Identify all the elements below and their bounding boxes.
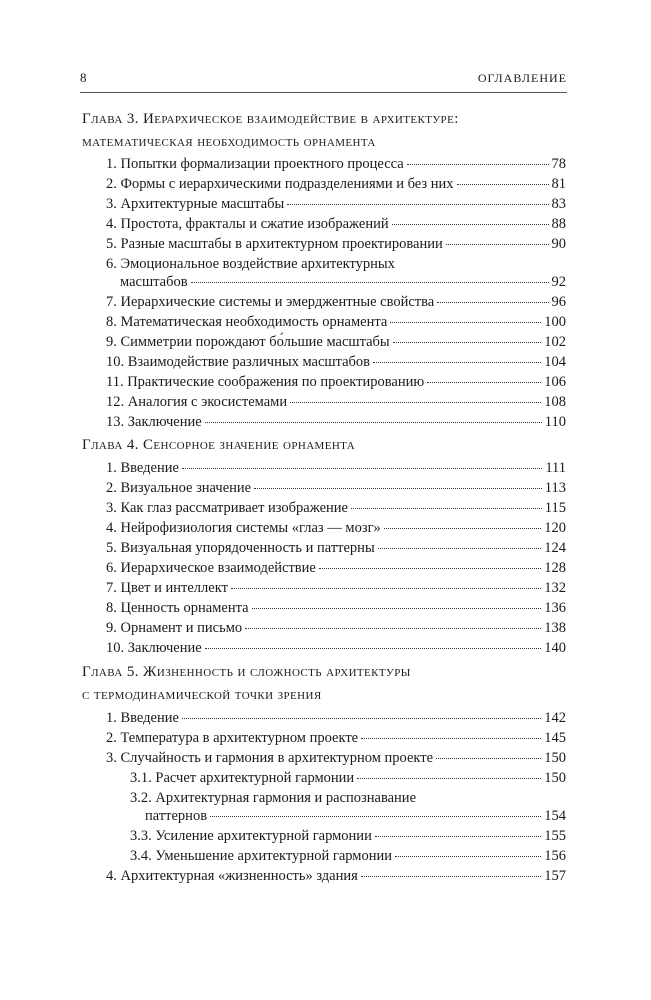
leader-dots xyxy=(191,282,549,283)
chapter-5-subtitle xyxy=(82,687,566,704)
leader-dots xyxy=(210,816,541,817)
toc-entry[interactable] xyxy=(106,730,566,747)
leader-dots xyxy=(437,302,548,303)
toc-entry-page: 128 xyxy=(544,560,566,576)
toc-entry[interactable] xyxy=(106,600,566,617)
toc-entry-page: 140 xyxy=(544,640,566,656)
toc-entry[interactable] xyxy=(106,750,566,767)
leader-dots xyxy=(182,468,542,469)
toc-subentry[interactable] xyxy=(130,828,566,845)
toc-entry-text: 1. Введение xyxy=(106,460,179,476)
toc-entry[interactable] xyxy=(106,216,566,233)
leader-dots xyxy=(393,342,542,343)
toc-entry-text: 8. Ценность орнамента xyxy=(106,600,249,616)
toc-entry-page: 156 xyxy=(544,848,566,864)
toc-entry-page: 108 xyxy=(544,394,566,410)
leader-dots xyxy=(407,164,549,165)
toc-entry-page: 124 xyxy=(544,540,566,556)
leader-dots xyxy=(205,422,542,423)
toc-entry-text: 2. Формы с иерархическими подразделениями и без них xyxy=(106,176,454,192)
toc-entry[interactable] xyxy=(106,354,566,371)
toc-entry[interactable] xyxy=(106,156,566,173)
toc-entry-text: 4. Простота, фракталы и сжатие изображений xyxy=(106,216,389,232)
running-title: ОГЛАВЛЕНИЕ xyxy=(477,71,567,85)
toc-entry-text: паттернов xyxy=(145,808,208,824)
toc-entry-page: 111 xyxy=(545,460,566,476)
toc-entry[interactable] xyxy=(106,580,566,597)
toc-entry-text: 2. Температура в архитектурном проекте xyxy=(106,730,359,746)
toc-entry-text: 10. Заключение xyxy=(106,640,202,656)
toc-entry-page: 150 xyxy=(544,750,566,766)
leader-dots xyxy=(182,718,541,719)
toc-entry-page: 102 xyxy=(544,334,566,350)
leader-dots xyxy=(436,758,541,759)
toc-entry-text: 5. Разные масштабы в архитектурном проектировании xyxy=(106,236,443,252)
leader-dots xyxy=(446,244,549,245)
chapter-title-line: математическая необходимость орнамента xyxy=(82,134,376,150)
toc-entry-page: 154 xyxy=(544,808,566,824)
toc-entry[interactable] xyxy=(106,710,566,727)
running-header xyxy=(80,70,567,93)
leader-dots xyxy=(361,876,541,877)
leader-dots xyxy=(373,362,541,363)
leader-dots xyxy=(290,402,541,403)
toc-entry-text: 7. Цвет и интеллект xyxy=(106,580,228,596)
toc-entry-page: 88 xyxy=(551,216,566,232)
leader-dots xyxy=(287,204,548,205)
toc-entry-page: 100 xyxy=(544,314,566,330)
toc-entry-page: 138 xyxy=(544,620,566,636)
toc-entry-page: 115 xyxy=(544,500,566,516)
toc-entry[interactable] xyxy=(106,294,566,311)
toc-subentry[interactable] xyxy=(145,808,566,825)
toc-entry-text: 1. Попытки формализации проектного процесса xyxy=(106,156,404,172)
toc-entry[interactable] xyxy=(106,620,566,637)
chapter-3-title xyxy=(82,111,566,128)
toc-entry[interactable] xyxy=(106,414,566,431)
toc-entry-page: 78 xyxy=(551,156,566,172)
toc-entry-text: 11. Практические соображения по проектированию xyxy=(106,374,425,390)
toc-entry-first-line[interactable] xyxy=(106,256,566,273)
toc-entry[interactable] xyxy=(106,176,566,193)
toc-entry-page: 104 xyxy=(544,354,566,370)
page-number: 8 xyxy=(80,70,87,85)
toc-entry-text: 4. Нейрофизиология системы «глаз — мозг» xyxy=(106,520,381,536)
toc-entry-page: 81 xyxy=(551,176,566,192)
toc-entry-text: 2. Визуальное значение xyxy=(106,480,252,496)
toc-entry-text: 9. Орнамент и письмо xyxy=(106,620,243,636)
chapter-title-line: с термодинамической точки зрения xyxy=(82,687,322,703)
chapter-title-line: Глава 3. Иерархическое взаимодействие в архитектуре: xyxy=(82,111,459,127)
leader-dots xyxy=(357,778,541,779)
toc-entry-page: 92 xyxy=(551,274,566,290)
toc-subentry-first-line[interactable] xyxy=(130,790,566,807)
toc-entry-text: 13. Заключение xyxy=(106,414,202,430)
toc-entry-page: 157 xyxy=(544,868,566,884)
toc-entry-text: 3.3. Усиление архитектурной гармонии xyxy=(130,828,372,844)
toc-entry-text: 12. Аналогия с экосистемами xyxy=(106,394,288,410)
toc-entry[interactable] xyxy=(106,394,566,411)
leader-dots xyxy=(205,648,542,649)
leader-dots xyxy=(384,528,541,529)
leader-dots xyxy=(392,224,549,225)
toc-entry[interactable] xyxy=(106,480,566,497)
leader-dots xyxy=(231,588,541,589)
toc-entry-text: 3.1. Расчет архитектурной гармонии xyxy=(130,770,355,786)
toc-entry-page: 96 xyxy=(551,294,566,310)
toc-entry-page: 132 xyxy=(544,580,566,596)
chapter-title-line: Глава 5. Жизненность и сложность архитектуры xyxy=(82,664,411,680)
toc-entry-text: 8. Математическая необходимость орнамента xyxy=(106,314,388,330)
toc-subentry[interactable] xyxy=(130,848,566,865)
toc-entry-text: 3. Как глаз рассматривает изображение xyxy=(106,500,348,516)
toc-entry-page: 136 xyxy=(544,600,566,616)
toc-entry[interactable] xyxy=(106,460,566,477)
toc-entry-page: 145 xyxy=(544,730,566,746)
leader-dots xyxy=(319,568,541,569)
toc-entry[interactable] xyxy=(106,334,566,351)
toc-entry[interactable] xyxy=(106,520,566,537)
toc-entry-page: 142 xyxy=(544,710,566,726)
leader-dots xyxy=(457,184,549,185)
toc-entry-text: 5. Визуальная упорядоченность и паттерны xyxy=(106,540,375,556)
leader-dots xyxy=(427,382,541,383)
toc-entry-text: 1. Введение xyxy=(106,710,179,726)
leader-dots xyxy=(395,856,541,857)
chapter-3-subtitle xyxy=(82,134,566,151)
toc-subentry[interactable] xyxy=(130,770,566,787)
toc-entry-text: масштабов xyxy=(120,274,188,290)
toc-entry-page: 110 xyxy=(544,414,566,430)
toc-entry[interactable] xyxy=(106,560,566,577)
toc-entry[interactable] xyxy=(106,314,566,331)
leader-dots xyxy=(254,488,542,489)
toc-entry[interactable] xyxy=(106,868,566,885)
toc-entry-text: 3. Случайность и гармония в архитектурном проекте xyxy=(106,750,434,766)
chapter-title-line: Глава 4. Сенсорное значение орнамента xyxy=(82,437,356,453)
leader-dots xyxy=(351,508,542,509)
toc-entry-page: 150 xyxy=(544,770,566,786)
leader-dots xyxy=(390,322,541,323)
toc-entry[interactable] xyxy=(106,500,566,517)
toc-entry-text: 3. Архитектурные масштабы xyxy=(106,196,285,212)
toc-entry-text: 9. Симметрии порождают бо́льшие масштабы xyxy=(106,334,390,350)
leader-dots xyxy=(375,836,541,837)
toc-entry[interactable] xyxy=(106,374,566,391)
toc-entry-text: 3.4. Уменьшение архитектурной гармонии xyxy=(130,848,393,864)
toc-entry-text: 6. Иерархическое взаимодействие xyxy=(106,560,316,576)
toc-entry-text: 7. Иерархические системы и эмерджентные свойства xyxy=(106,294,435,310)
leader-dots xyxy=(361,738,541,739)
toc-entry[interactable] xyxy=(106,640,566,657)
chapter-4-title xyxy=(82,437,566,454)
leader-dots xyxy=(378,548,542,549)
leader-dots xyxy=(245,628,541,629)
toc-entry-page: 90 xyxy=(551,236,566,252)
toc-entry-text: 10. Взаимодействие различных масштабов xyxy=(106,354,370,370)
toc-entry[interactable] xyxy=(120,274,566,291)
toc-entry-page: 120 xyxy=(544,520,566,536)
toc-entry[interactable] xyxy=(106,236,566,253)
toc-entry-page: 113 xyxy=(544,480,566,496)
toc-entry[interactable] xyxy=(106,196,566,213)
chapter-5-title xyxy=(82,664,566,681)
leader-dots xyxy=(252,608,542,609)
toc-entry-page: 155 xyxy=(544,828,566,844)
toc-entry-text: 6. Эмоциональное воздействие архитектурных xyxy=(106,256,395,272)
toc-entry[interactable] xyxy=(106,540,566,557)
toc-entry-text: 3.2. Архитектурная гармония и распознавание xyxy=(130,790,417,806)
toc-entry-text: 4. Архитектурная «жизненность» здания xyxy=(106,868,358,884)
toc-entry-page: 83 xyxy=(551,196,566,212)
toc-entry-page: 106 xyxy=(544,374,566,390)
